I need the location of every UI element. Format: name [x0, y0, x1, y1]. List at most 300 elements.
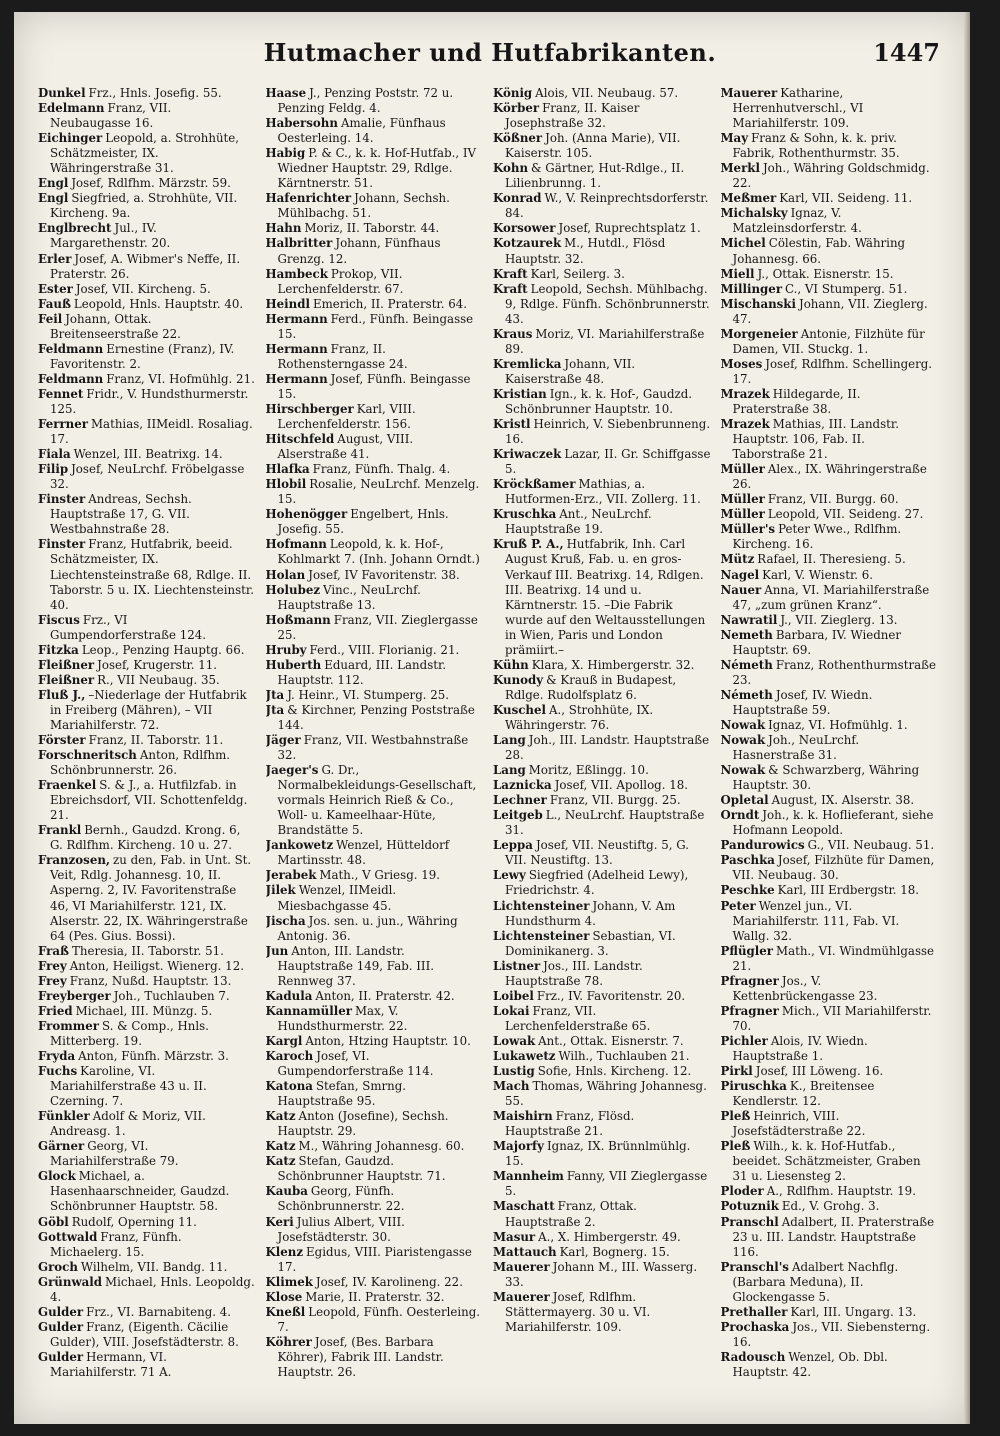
directory-entry	[721, 387, 939, 417]
entry-text: Leop., Penzing Hauptg. 66.	[81, 642, 245, 657]
directory-entry	[721, 883, 939, 898]
entry-name: Franzosen,	[38, 853, 111, 868]
entry-name: Fraenkel	[38, 778, 97, 793]
directory-entry	[266, 86, 484, 116]
entry-text: Leopold, Hnls. Hauptstr. 40.	[73, 296, 244, 311]
entry-name: Groch	[38, 1259, 78, 1274]
directory-entry	[493, 161, 711, 191]
entry-text: R., VII Neubaug. 35.	[97, 672, 220, 687]
entry-name: Fiscus	[38, 612, 80, 627]
entry-name: Listner	[493, 958, 541, 973]
entry-text: Josef, IV. Karolineng. 22.	[315, 1274, 463, 1289]
directory-entry	[493, 703, 711, 733]
directory-entry	[721, 1079, 939, 1109]
entry-text: A., Rdlfhm. Hauptstr. 19.	[766, 1184, 916, 1199]
entry-text: M., Hutdl., Flösd Hauptstr. 32.	[505, 236, 666, 266]
entry-text: Moriz, II. Taborstr. 44.	[304, 221, 440, 236]
directory-entry	[721, 688, 939, 718]
entry-name: Jankowetz	[265, 838, 334, 853]
entry-name: Kraft	[493, 266, 528, 281]
entry-text: Karl, III Erdbergstr. 18.	[777, 883, 920, 898]
directory-entry	[266, 583, 484, 613]
entry-name: Keri	[265, 1214, 294, 1229]
entry-name: Kohn	[493, 161, 529, 176]
entry-text: A., X. Himbergerstr. 49.	[538, 1229, 681, 1244]
directory-entry	[721, 161, 939, 191]
directory-entry	[266, 146, 484, 191]
entry-text: J., Penzing Poststr. 72 u. Penzing Feldg. 4.	[277, 86, 454, 116]
column-2	[266, 86, 484, 1406]
entry-text: Sofie, Hnls. Kircheng. 12.	[537, 1064, 692, 1079]
directory-entry	[493, 778, 711, 793]
directory-entry	[38, 447, 256, 462]
directory-entry	[38, 944, 256, 959]
page-number: 1447	[873, 38, 940, 67]
entry-name: Gottwald	[38, 1229, 98, 1244]
entry-text: Franz, VII. Burgg. 25.	[549, 793, 681, 808]
entry-text: Hutfabrik, Inh. Carl August Kruß, Fab. u. en gros-Verkauf III. Beatrixg. 14, Rdlgen. III. Beatrixg. 14 und u. Kärntnerstr. 15. –Die Fabrik wurde auf den Weltausstellungen in Wien, Paris und London prämiirt.–	[505, 537, 706, 657]
entry-name: Grünwald	[38, 1274, 102, 1289]
entry-text: Joh., Tuchlauben 7.	[113, 988, 230, 1003]
directory-entry	[266, 1139, 484, 1154]
directory-entry	[266, 342, 484, 372]
entry-name: Hermann	[265, 341, 328, 356]
directory-entry	[721, 1184, 939, 1199]
directory-entry	[38, 1215, 256, 1230]
directory-entry	[493, 477, 711, 507]
entry-text: Anton (Josefine), Sechsh. Hauptstr. 29.	[277, 1109, 449, 1139]
directory-entry	[38, 101, 256, 131]
entry-name: Jerabek	[265, 868, 317, 883]
directory-entry	[493, 537, 711, 657]
entry-name: Kraus	[493, 326, 533, 341]
entry-text: Franz, Ottak. Hauptstraße 2.	[505, 1199, 637, 1229]
directory-entry	[266, 643, 484, 658]
entry-text: Josef, NeuLrchf. Fröbelgasse 32.	[50, 462, 245, 492]
entry-text: Frz., VI Gumpendorferstraße 124.	[50, 612, 206, 642]
directory-entry	[38, 733, 256, 748]
entry-name: Radousch	[720, 1349, 786, 1364]
entry-name: Gulder	[38, 1349, 84, 1364]
entry-text: & Schwarzberg, Währing Hauptstr. 30.	[732, 763, 920, 793]
entry-name: Kremlicka	[493, 356, 562, 371]
directory-entry	[266, 221, 484, 236]
entry-text: Josef, (Bes. Barbara Köhrer), Fabrik III. Landstr. Hauptstr. 26.	[277, 1334, 444, 1379]
entry-text: Joh., III. Landstr. Hauptstraße 28.	[505, 733, 710, 763]
directory-entry	[266, 1154, 484, 1184]
directory-entry	[266, 1109, 484, 1139]
directory-entry	[493, 282, 711, 327]
entry-text: Josef, Rdlfhm. Schellingerg. 17.	[732, 356, 933, 386]
directory-entry	[38, 1305, 256, 1320]
entry-name: Németh	[720, 687, 773, 702]
entry-text: Franz, VI. Hofmühlg. 21.	[106, 371, 255, 386]
entry-text: Stefan, Gaudzd. Schönbrunner Hauptstr. 71.	[277, 1154, 446, 1184]
entry-text: Franz, Fünfh. Thalg. 4.	[312, 462, 451, 477]
entry-text: Fridr., V. Hundsthurmerstr. 125.	[50, 386, 249, 416]
entry-text: Andreas, Sechsh. Hauptstraße 17, G. VII. Westbahnstraße 28.	[50, 492, 192, 537]
entry-name: Orndt	[720, 808, 760, 823]
directory-entry	[266, 1275, 484, 1290]
entry-text: Johann, Sechsh. Mühlbachg. 51.	[277, 191, 450, 221]
directory-entry	[721, 131, 939, 161]
entry-name: Fluß J.,	[38, 687, 86, 702]
directory-entry	[266, 372, 484, 402]
entry-name: Pichler	[720, 1033, 768, 1048]
entry-name: Köhrer	[265, 1334, 312, 1349]
entry-text: Wenzel, III. Beatrixg. 14.	[73, 447, 223, 462]
entry-text: Mathias, IIMeidl. Rosaliag. 17.	[50, 417, 253, 447]
directory-entry	[493, 1260, 711, 1290]
entry-text: Adalbert, II. Praterstraße 23 u. III. Landstr. Hauptstraße 116.	[732, 1214, 935, 1259]
entry-text: Adolf & Moriz, VII. Andreasg. 1.	[50, 1109, 206, 1139]
directory-entry	[38, 974, 256, 989]
directory-entry	[493, 808, 711, 838]
directory-entry	[721, 462, 939, 492]
entry-name: Haase	[265, 86, 307, 100]
directory-entry	[493, 868, 711, 898]
entry-text: Frz., VI. Barnabiteng. 4.	[86, 1304, 232, 1319]
directory-entry	[266, 1290, 484, 1305]
directory-entry	[721, 763, 939, 793]
entry-text: Siegfried (Adelheid Lewy), Friedrichstr. 4.	[505, 868, 689, 898]
directory-entry	[266, 733, 484, 763]
entry-name: Lang	[493, 763, 526, 778]
entry-text: Ignaz, VI. Hofmühlg. 1.	[768, 717, 908, 732]
entry-name: Katz	[265, 1139, 296, 1154]
entry-name: Klose	[265, 1289, 303, 1304]
directory-entry	[493, 1109, 711, 1139]
directory-entry	[493, 793, 711, 808]
entry-text: Anna, VI. Mariahilferstraße 47, „zum grünen Kranz“.	[732, 582, 930, 612]
entry-name: May	[720, 131, 749, 146]
entry-text: Heinrich, V. Siebenbrunneng. 16.	[505, 417, 711, 447]
directory-entry	[38, 131, 256, 176]
entry-text: Joh., Währing Goldschmidg. 22.	[732, 161, 930, 191]
directory-entry	[266, 312, 484, 342]
directory-entry	[38, 191, 256, 221]
entry-text: & Kirchner, Penzing Poststraße 144.	[277, 702, 475, 732]
entry-name: Fitzka	[38, 642, 79, 657]
directory-entry	[266, 1034, 484, 1049]
entry-name: Hruby	[265, 642, 307, 657]
entry-text: Jos., III. Landstr. Hauptstraße 78.	[505, 958, 643, 988]
directory-entry	[266, 477, 484, 507]
entry-name: Peschke	[720, 883, 775, 898]
entry-text: Franz, Rothenthurmstraße 23.	[732, 657, 936, 687]
entry-text: Karl, V. Wienstr. 6.	[762, 567, 874, 582]
entry-text: Ant., NeuLrchf. Hauptstraße 19.	[505, 507, 652, 537]
entry-name: Mrazek	[720, 417, 770, 432]
entry-text: Franz, VII. Burgg. 60.	[767, 492, 899, 507]
entry-text: Alois, IV. Wiedn. Hauptstraße 1.	[732, 1033, 868, 1063]
directory-entry	[721, 583, 939, 613]
entry-text: Johann, VII. Kaiserstraße 48.	[505, 356, 636, 386]
entry-text: zu den, Fab. in Unt. St. Veit, Rdlg. Johannesg. 10, II. Asperng. 2, IV. Favoritenstraße 46, VI Mariahilferstr. 121, IX. Alserstr. 22, IX. Währingerstraße 64 (Pes. Gius. Bossi).	[50, 853, 252, 943]
directory-entry	[266, 1184, 484, 1214]
entry-text: Franz, II. Kaiser Josephstraße 32.	[505, 101, 640, 131]
directory-entry	[266, 658, 484, 688]
entry-text: –Niederlage der Hutfabrik in Freiberg (Mähren), – VII Mariahilferstr. 72.	[50, 687, 247, 732]
entry-text: Rudolf, Operning 11.	[71, 1214, 197, 1229]
entry-name: Gulder	[38, 1319, 84, 1334]
directory-entry	[38, 176, 256, 191]
entry-name: Millinger	[720, 281, 783, 296]
entry-text: Ignaz, V. Matzleinsdorferstr. 4.	[732, 206, 862, 236]
directory-entry	[266, 1049, 484, 1079]
entry-text: Michael, a. Hasenhaarschneider, Gaudzd. Schönbrunner Hauptstr. 58.	[50, 1169, 230, 1214]
entry-name: Fraß	[38, 943, 69, 958]
entry-name: Fried	[38, 1003, 73, 1018]
directory-entry	[38, 1109, 256, 1139]
directory-entry	[493, 733, 711, 763]
entry-text: Fanny, VII Zieglergasse 5.	[505, 1169, 708, 1199]
entry-text: Math., VI. Windmühlgasse 21.	[732, 943, 935, 973]
directory-entry	[266, 838, 484, 868]
directory-entry	[266, 507, 484, 537]
entry-text: Franz, Fünfh. Michaelerg. 15.	[50, 1229, 182, 1259]
entry-text: Sebastian, VI. Dominikanerg. 3.	[505, 928, 676, 958]
entry-text: Josef, IV Favoritenstr. 38.	[308, 567, 460, 582]
entry-text: Johann, Fünfhaus Grenzg. 12.	[277, 236, 441, 266]
directory-entry	[38, 342, 256, 372]
entry-text: Johann, Ottak. Breitenseerstraße 22.	[50, 311, 181, 341]
directory-entry	[266, 236, 484, 266]
entry-name: Körber	[493, 101, 540, 116]
entry-text: Frz., IV. Favoritenstr. 20.	[536, 988, 686, 1003]
directory-entry	[493, 1049, 711, 1064]
directory-entry	[721, 1350, 939, 1380]
entry-name: Mütz	[720, 552, 755, 567]
entry-name: König	[493, 86, 533, 100]
entry-name: Mischanski	[720, 296, 796, 311]
directory-entry	[721, 568, 939, 583]
entry-name: Mach	[493, 1079, 530, 1094]
directory-entry	[266, 868, 484, 883]
entry-text: Theresia, II. Taborstr. 51.	[72, 943, 224, 958]
entry-name: Nowak	[720, 717, 766, 732]
entry-text: Wilh., k. k. Hof-Hutfab., beeidet. Schätzmeister, Graben 31 u. Liesensteg 2.	[732, 1139, 921, 1184]
entry-name: Merkl	[720, 161, 760, 176]
entry-name: Fleißner	[38, 672, 95, 687]
directory-entry	[38, 853, 256, 943]
directory-entry	[721, 1260, 939, 1305]
entry-name: Pfragner	[720, 973, 779, 988]
entry-text: Cölestin, Fab. Währing Johannesg. 66.	[732, 236, 906, 266]
entry-text: & Gärtner, Hut-Rdlge., II. Lilienbrunng. 1.	[505, 161, 685, 191]
entry-name: Feil	[38, 311, 63, 326]
entry-name: Hahn	[265, 221, 302, 236]
entry-text: Franz, II. Rothensterngasse 24.	[277, 341, 408, 371]
entry-name: Katz	[265, 1154, 296, 1169]
entry-text: Leopold, Fünfh. Oesterleing. 7.	[277, 1304, 481, 1334]
entry-text: Ernestine (Franz), IV. Favoritenstr. 2.	[50, 341, 235, 371]
entry-name: Jta	[265, 702, 285, 717]
entry-name: Gulder	[38, 1304, 84, 1319]
entry-name: Hofmann	[265, 537, 327, 552]
entry-text: Ed., V. Grohg. 3.	[781, 1199, 880, 1214]
entry-name: Németh	[720, 657, 773, 672]
entry-name: Kriwaczek	[493, 447, 562, 462]
directory-entry	[721, 1320, 939, 1350]
entry-text: Stefan, Smrng. Hauptstraße 95.	[277, 1079, 407, 1109]
directory-entry	[721, 793, 939, 808]
directory-entry	[38, 1139, 256, 1169]
entry-text: Josef, VII. Apollog. 18.	[554, 778, 688, 793]
entry-name: Kristl	[493, 417, 531, 432]
directory-entry	[493, 236, 711, 266]
entry-text: Rafael, II. Theresieng. 5.	[757, 552, 906, 567]
entry-name: Mrazek	[720, 386, 770, 401]
directory-entry	[493, 1034, 711, 1049]
entry-text: Wilh., Tuchlauben 21.	[558, 1049, 690, 1063]
entry-name: Leitgeb	[493, 808, 543, 823]
entry-name: Katona	[265, 1079, 313, 1094]
entry-text: A., Strohhüte, IX. Währingerstr. 76.	[505, 702, 654, 732]
directory-entry	[266, 191, 484, 221]
entry-text: Joh., k. k. Hoflieferant, siehe Hofmann Leopold.	[732, 808, 934, 838]
entry-text: Anton, Fünfh. Märzstr. 3.	[78, 1049, 229, 1063]
entry-name: Nemeth	[720, 627, 773, 642]
entry-name: Lichtensteiner	[493, 898, 590, 913]
directory-entry	[266, 1305, 484, 1335]
directory-entry	[721, 206, 939, 236]
directory-entry	[266, 703, 484, 733]
entry-text: Georg, VI. Mariahilferstraße 79.	[50, 1139, 179, 1169]
directory-entry	[721, 417, 939, 462]
entry-text: Bernh., Gaudzd. Krong. 6, G. Rdlfhm. Kircheng. 10 u. 27.	[50, 823, 241, 853]
directory-entry	[721, 628, 939, 658]
directory-entry	[493, 387, 711, 417]
entry-name: Jun	[265, 943, 289, 958]
directory-entry	[493, 131, 711, 161]
entry-name: Hambeck	[265, 266, 328, 281]
entry-text: K., Breitensee Kendlerstr. 12.	[732, 1079, 875, 1109]
entry-text: Ferd., VIII. Florianig. 21.	[309, 642, 460, 657]
directory-entry	[266, 1215, 484, 1245]
entry-name: Kühn	[493, 657, 529, 672]
directory-entry	[493, 327, 711, 357]
entry-text: Anton, III. Landstr. Hauptstraße 149, Fab. III. Rennweg 37.	[277, 943, 435, 988]
entry-text: Wenzel jun., VI. Mariahilferstr. 111, Fab. VI. Wallg. 32.	[732, 898, 900, 943]
entry-text: Heinrich, VIII. Josefstädterstraße 22.	[732, 1109, 866, 1139]
directory-entry	[493, 989, 711, 1004]
entry-name: Katz	[265, 1109, 296, 1124]
entry-text: Franz, (Eigenth. Cäcilie Gulder), VIII. Josefstädterstr. 8.	[50, 1319, 239, 1349]
entry-text: Ferd., Fünfh. Beingasse 15.	[277, 311, 474, 341]
entry-text: Joh. (Anna Marie), VII. Kaiserstr. 105.	[505, 131, 681, 161]
entry-name: Englbrecht	[38, 221, 112, 236]
entry-text: Alois, VII. Neubaug. 57.	[535, 86, 679, 100]
directory-entry	[38, 492, 256, 537]
entry-name: Hoßmann	[265, 612, 331, 627]
directory-page	[14, 12, 970, 1424]
entry-text: Ign., k. k. Hof-, Gaudzd. Schönbrunner Hauptstr. 10.	[505, 386, 693, 416]
directory-entry	[721, 1199, 939, 1214]
directory-entry	[721, 327, 939, 357]
directory-entry	[266, 914, 484, 944]
directory-entry	[38, 989, 256, 1004]
entry-text: Katharine, Herrenhutverschl., VI Mariahilferstr. 109.	[732, 86, 864, 131]
entry-name: Kruß P. A.,	[493, 537, 564, 552]
directory-entry	[38, 312, 256, 342]
entry-text: Max, V. Hundsthurmerstr. 22.	[277, 1003, 408, 1033]
entry-name: Fennet	[38, 386, 84, 401]
entry-text: G., VII. Neubaug. 51.	[807, 838, 935, 853]
directory-entry	[266, 944, 484, 989]
entry-text: Egidus, VIII. Piaristengasse 17.	[277, 1244, 472, 1274]
entry-name: Kruschka	[493, 507, 557, 522]
directory-entry	[721, 613, 939, 628]
entry-name: Korsower	[493, 221, 556, 236]
column-4	[721, 86, 939, 1406]
entry-text: Leopold, k. k. Hof-, Kohlmarkt 7. (Inh. Johann Orndt.)	[277, 537, 480, 567]
entry-name: Jischa	[265, 913, 306, 928]
directory-entry	[721, 1109, 939, 1139]
directory-entry	[266, 1079, 484, 1109]
entry-name: Nawratil	[720, 612, 778, 627]
entry-text: Hildegarde, II. Praterstraße 38.	[732, 386, 861, 416]
entry-text: Klara, X. Himbergerstr. 32.	[531, 657, 695, 672]
entry-name: Moses	[720, 356, 763, 371]
entry-name: Kristian	[493, 386, 547, 401]
entry-text: Ant., Ottak. Eisnerstr. 7.	[538, 1033, 684, 1048]
entry-name: Pfragner	[720, 1003, 779, 1018]
directory-entry	[493, 101, 711, 131]
entry-text: Vinc., NeuLrchf. Hauptstraße 13.	[277, 582, 421, 612]
entry-text: Mathias, III. Landstr. Hauptstr. 106, Fab. II. Taborstraße 21.	[732, 417, 899, 462]
entry-text: Barbara, IV. Wiedner Hauptstr. 69.	[732, 627, 901, 657]
entry-name: Fleißner	[38, 657, 95, 672]
directory-entry	[493, 86, 711, 101]
directory-entry	[493, 658, 711, 673]
entry-text: L., NeuLrchf. Hauptstraße 31.	[505, 808, 705, 838]
directory-entry	[266, 402, 484, 432]
directory-entry	[38, 387, 256, 417]
entry-name: Karoch	[265, 1049, 314, 1063]
directory-entry	[493, 221, 711, 236]
entry-name: Loibel	[493, 988, 534, 1003]
entry-name: Jäger	[265, 733, 301, 748]
entry-name: Leppa	[493, 838, 533, 853]
entry-name: Opletal	[720, 793, 769, 808]
entry-text: Franz, Nußd. Hauptstr. 13.	[69, 973, 232, 988]
entry-name: Lokai	[493, 1003, 530, 1018]
entry-text: Michael, Hnls. Leopoldg. 4.	[50, 1274, 255, 1304]
entry-name: Pirkl	[720, 1064, 753, 1079]
directory-entry	[721, 658, 939, 688]
entry-text: Hermann, VI. Mariahilferstr. 71 A.	[50, 1349, 172, 1379]
directory-entry	[38, 1064, 256, 1109]
directory-entry	[38, 673, 256, 688]
entry-text: Jos. sen. u. jun., Währing Antonig. 36.	[277, 913, 458, 943]
entry-name: Jta	[265, 687, 285, 702]
entry-name: Kauba	[265, 1184, 308, 1199]
entry-name: Pleß	[720, 1139, 751, 1154]
directory-entry	[721, 838, 939, 853]
directory-entry	[266, 297, 484, 312]
entry-text: Eduard, III. Landstr. Hauptstr. 112.	[277, 657, 447, 687]
entry-text: Franz, VII. Zieglergasse 25.	[277, 612, 478, 642]
entry-text: Joh., NeuLrchf. Hasnerstraße 31.	[732, 733, 860, 763]
entry-name: Engl	[38, 176, 69, 191]
entry-name: Finster	[38, 537, 86, 552]
entry-text: Math., V Griesg. 19.	[319, 868, 441, 883]
entry-text: Georg, Fünfh. Schönbrunnerstr. 22.	[277, 1184, 405, 1214]
entry-text: Johann M., III. Wasserg. 33.	[505, 1259, 698, 1289]
entry-text: Anton, Htzing Hauptstr. 10.	[305, 1033, 471, 1048]
directory-entry	[721, 357, 939, 387]
